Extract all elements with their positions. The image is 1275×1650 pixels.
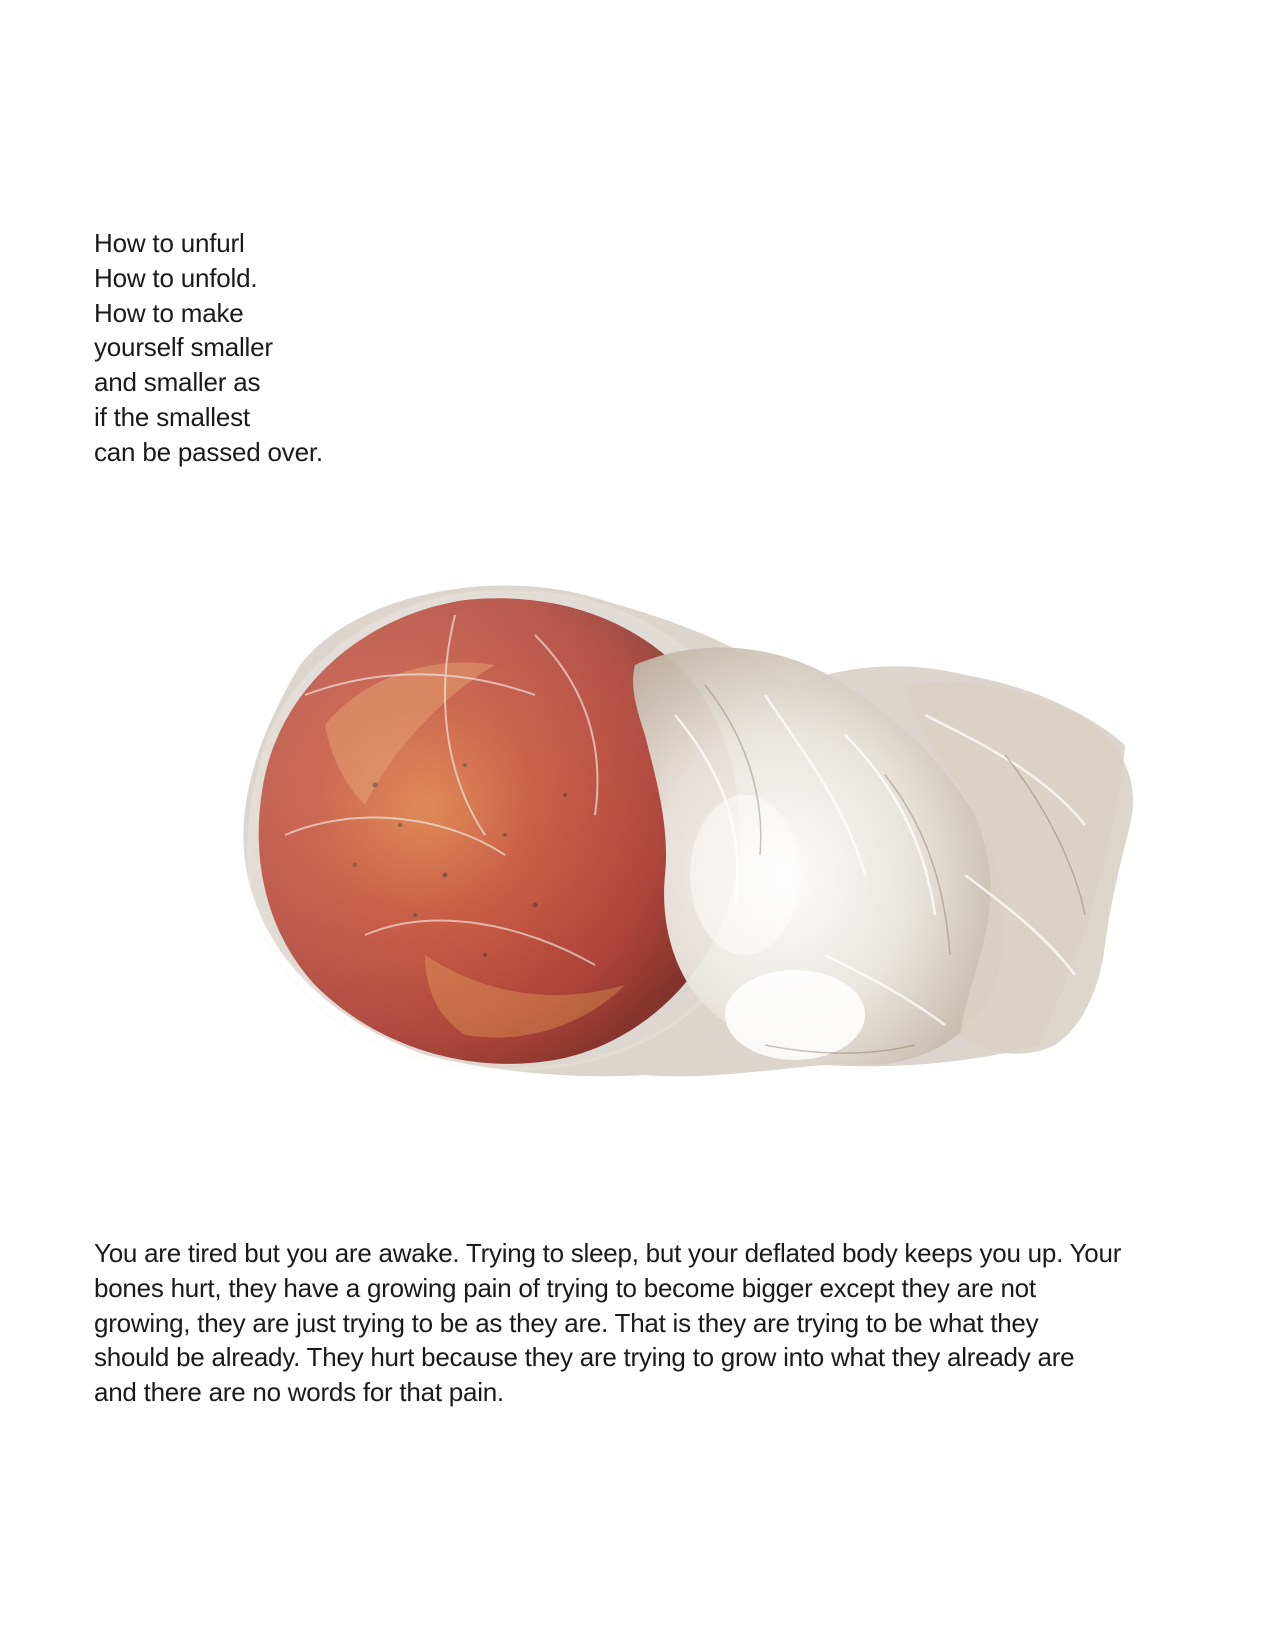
poem-line: How to make — [94, 297, 244, 328]
mango-in-bag-photo — [205, 575, 1195, 1120]
poem-line: How to unfurl — [94, 228, 245, 258]
poem-text — [94, 226, 514, 470]
prose-line: You are tired but you are awake. Trying to sleep, but your deflated body keeps you up. Your — [94, 1238, 1122, 1268]
prose-line: should be already. They hurt because they are trying to grow into what they already are — [94, 1342, 1075, 1373]
prose-line: and there are no words for that pain. — [94, 1377, 504, 1408]
prose-line: growing, they are just trying to be as they are. That is they are trying to be what they — [94, 1307, 1039, 1338]
poem-line: yourself smaller — [94, 332, 273, 363]
prose-line: bones hurt, they have a growing pain of trying to become bigger except they are not — [94, 1272, 1036, 1303]
mango-in-bag-illustration — [205, 575, 1195, 1120]
prose-paragraph — [94, 1236, 1214, 1410]
poem-line: if the smallest — [94, 401, 250, 432]
poem-line: How to unfold. — [94, 262, 258, 293]
poem-line: and smaller as — [94, 367, 261, 398]
poem-line: can be passed over. — [94, 436, 323, 467]
